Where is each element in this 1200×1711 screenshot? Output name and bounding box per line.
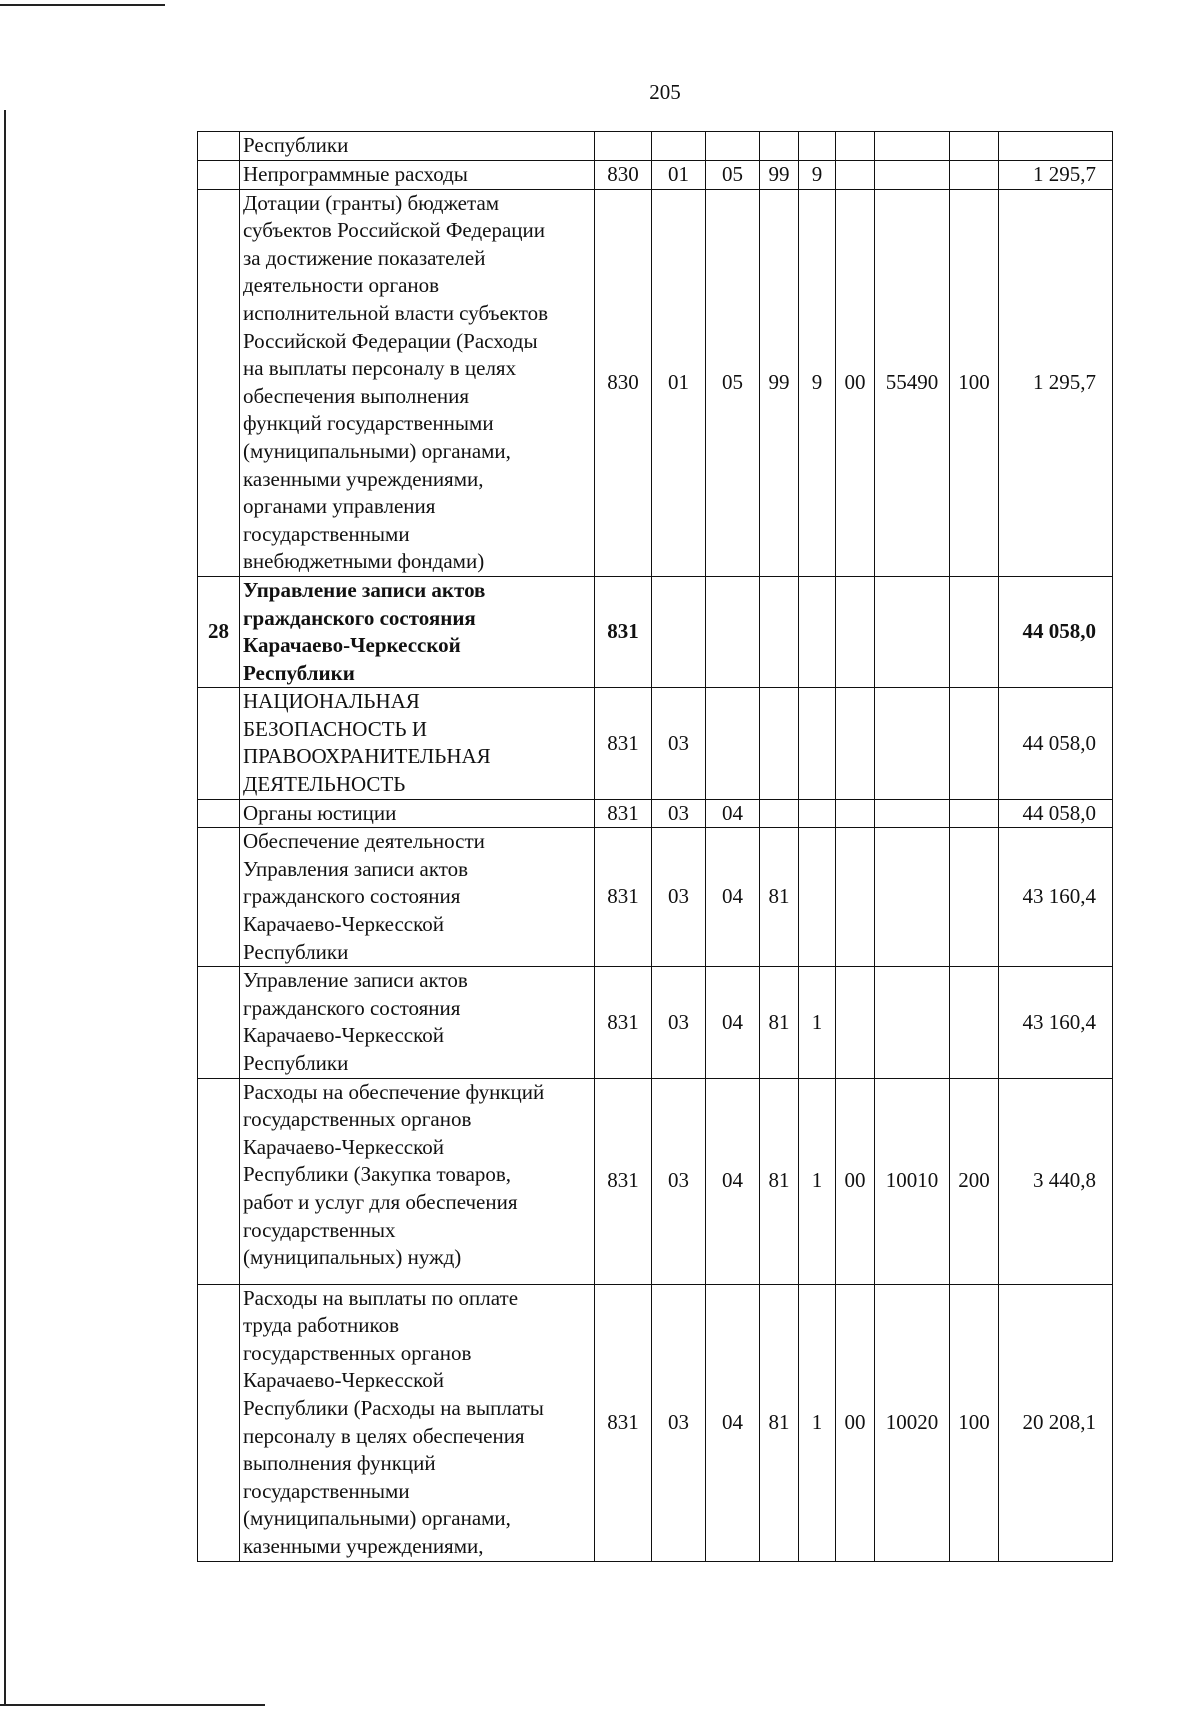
direction-code-cell [875, 828, 950, 967]
item-name-cell: Дотации (гранты) бюджетам субъектов Российской Федерации за достижение показателей деятельности органов исполнительной власти субъектов Российской Федерации (Расходы на выплаты персоналу в целях обеспечения выполнения функций государственными (муниципальными) органами, казенными учреждениями, органами управления государственными внебюджетными фондами) [240, 189, 595, 576]
program-code-cell [760, 688, 799, 799]
table-row [198, 576, 1113, 687]
subprogram-code-cell: 9 [799, 160, 836, 189]
item-name-cell: Органы юстиции [240, 799, 595, 828]
section-code-cell: 03 [652, 967, 706, 1078]
subprogram-code-cell [799, 688, 836, 799]
subprogram-code-cell [799, 828, 836, 967]
amount-cell: 44 058,0 [999, 688, 1113, 799]
program-code-cell: 81 [760, 1284, 799, 1561]
activity-code-cell: 00 [836, 1078, 875, 1284]
item-name-cell: Управление записи актов гражданского состояния Карачаево-Черкесской Республики [240, 576, 595, 687]
row-number-cell [198, 160, 240, 189]
row-number-cell [198, 132, 240, 161]
table-row [198, 1078, 1113, 1284]
program-code-cell: 81 [760, 1078, 799, 1284]
subsection-code-cell: 05 [706, 160, 760, 189]
direction-code-cell: 10020 [875, 1284, 950, 1561]
table-row [198, 828, 1113, 967]
row-number-cell [198, 967, 240, 1078]
subprogram-code-cell: 1 [799, 1078, 836, 1284]
table-row [198, 132, 1113, 161]
activity-code-cell [836, 160, 875, 189]
subsection-code-cell: 05 [706, 189, 760, 576]
expense-type-code-cell [950, 688, 999, 799]
page-number: 205 [649, 80, 681, 104]
amount-cell: 43 160,4 [999, 967, 1113, 1078]
row-number-cell [198, 1284, 240, 1561]
row-number-cell [198, 799, 240, 828]
activity-code-cell [836, 132, 875, 161]
subprogram-code-cell: 1 [799, 1284, 836, 1561]
expense-type-code-cell [950, 160, 999, 189]
section-code-cell: 03 [652, 688, 706, 799]
direction-code-cell [875, 799, 950, 828]
table-body [198, 132, 1113, 1562]
activity-code-cell [836, 576, 875, 687]
amount-cell: 1 295,7 [999, 160, 1113, 189]
direction-code-cell [875, 132, 950, 161]
subsection-code-cell: 04 [706, 828, 760, 967]
ministry-code-cell: 831 [595, 1284, 652, 1561]
program-code-cell: 81 [760, 967, 799, 1078]
program-code-cell [760, 132, 799, 161]
row-number-cell [198, 1078, 240, 1284]
subsection-code-cell: 04 [706, 799, 760, 828]
program-code-cell [760, 576, 799, 687]
item-name-cell: Республики [240, 132, 595, 161]
subsection-code-cell [706, 576, 760, 687]
activity-code-cell: 00 [836, 189, 875, 576]
expense-type-code-cell: 100 [950, 1284, 999, 1561]
expense-type-code-cell [950, 576, 999, 687]
activity-code-cell [836, 967, 875, 1078]
row-number-cell: 28 [198, 576, 240, 687]
program-code-cell [760, 799, 799, 828]
ministry-code-cell: 831 [595, 967, 652, 1078]
amount-cell: 44 058,0 [999, 576, 1113, 687]
scan-line-left [4, 110, 6, 1706]
subprogram-code-cell: 1 [799, 967, 836, 1078]
section-code-cell: 03 [652, 1078, 706, 1284]
item-name-cell: Непрограммные расходы [240, 160, 595, 189]
section-code-cell: 01 [652, 160, 706, 189]
item-name-cell: Обеспечение деятельности Управления записи актов гражданского состояния Карачаево-Черкесской Республики [240, 828, 595, 967]
ministry-code-cell: 830 [595, 160, 652, 189]
amount-cell: 44 058,0 [999, 799, 1113, 828]
direction-code-cell [875, 160, 950, 189]
expense-type-code-cell: 200 [950, 1078, 999, 1284]
section-code-cell: 03 [652, 1284, 706, 1561]
table-row [198, 688, 1113, 799]
expense-type-code-cell: 100 [950, 189, 999, 576]
section-code-cell: 03 [652, 828, 706, 967]
subprogram-code-cell [799, 576, 836, 687]
table-row [198, 160, 1113, 189]
ministry-code-cell: 831 [595, 1078, 652, 1284]
subsection-code-cell: 04 [706, 1284, 760, 1561]
direction-code-cell [875, 576, 950, 687]
item-name-cell: Расходы на обеспечение функций государственных органов Карачаево-Черкесской Республики (Закупка товаров, работ и услуг для обеспечения государственных (муниципальных) нужд) [240, 1078, 595, 1284]
activity-code-cell [836, 828, 875, 967]
activity-code-cell [836, 688, 875, 799]
ministry-code-cell: 831 [595, 799, 652, 828]
row-number-cell [198, 828, 240, 967]
item-name-cell: Расходы на выплаты по оплате труда работников государственных органов Карачаево-Черкесской Республики (Расходы на выплаты персоналу в целях обеспечения выполнения функций государственными (муниципальными) органами, казенными учреждениями, [240, 1284, 595, 1561]
item-name-cell: Управление записи актов гражданского состояния Карачаево-Черкесской Республики [240, 967, 595, 1078]
item-name-cell: НАЦИОНАЛЬНАЯ БЕЗОПАСНОСТЬ И ПРАВООХРАНИТЕЛЬНАЯ ДЕЯТЕЛЬНОСТЬ [240, 688, 595, 799]
subsection-code-cell: 04 [706, 967, 760, 1078]
table-row [198, 189, 1113, 576]
direction-code-cell [875, 967, 950, 1078]
activity-code-cell: 00 [836, 1284, 875, 1561]
amount-cell: 1 295,7 [999, 189, 1113, 576]
expense-type-code-cell [950, 828, 999, 967]
table-row [198, 799, 1113, 828]
table-row [198, 967, 1113, 1078]
direction-code-cell: 10010 [875, 1078, 950, 1284]
scan-line-top [0, 4, 165, 6]
row-number-cell [198, 189, 240, 576]
amount-cell: 20 208,1 [999, 1284, 1113, 1561]
ministry-code-cell: 831 [595, 828, 652, 967]
budget-table [197, 131, 1113, 1562]
subprogram-code-cell: 9 [799, 189, 836, 576]
ministry-code-cell [595, 132, 652, 161]
ministry-code-cell: 830 [595, 189, 652, 576]
subsection-code-cell [706, 688, 760, 799]
subprogram-code-cell [799, 799, 836, 828]
subsection-code-cell [706, 132, 760, 161]
ministry-code-cell: 831 [595, 576, 652, 687]
scan-line-bottom [0, 1704, 265, 1706]
section-code-cell [652, 132, 706, 161]
direction-code-cell: 55490 [875, 189, 950, 576]
subsection-code-cell: 04 [706, 1078, 760, 1284]
expense-type-code-cell [950, 967, 999, 1078]
ministry-code-cell: 831 [595, 688, 652, 799]
amount-cell [999, 132, 1113, 161]
program-code-cell: 99 [760, 189, 799, 576]
amount-cell: 3 440,8 [999, 1078, 1113, 1284]
program-code-cell: 81 [760, 828, 799, 967]
direction-code-cell [875, 688, 950, 799]
activity-code-cell [836, 799, 875, 828]
section-code-cell: 03 [652, 799, 706, 828]
expense-type-code-cell [950, 132, 999, 161]
row-number-cell [198, 688, 240, 799]
section-code-cell: 01 [652, 189, 706, 576]
expense-type-code-cell [950, 799, 999, 828]
program-code-cell: 99 [760, 160, 799, 189]
amount-cell: 43 160,4 [999, 828, 1113, 967]
subprogram-code-cell [799, 132, 836, 161]
section-code-cell [652, 576, 706, 687]
table-row [198, 1284, 1113, 1561]
